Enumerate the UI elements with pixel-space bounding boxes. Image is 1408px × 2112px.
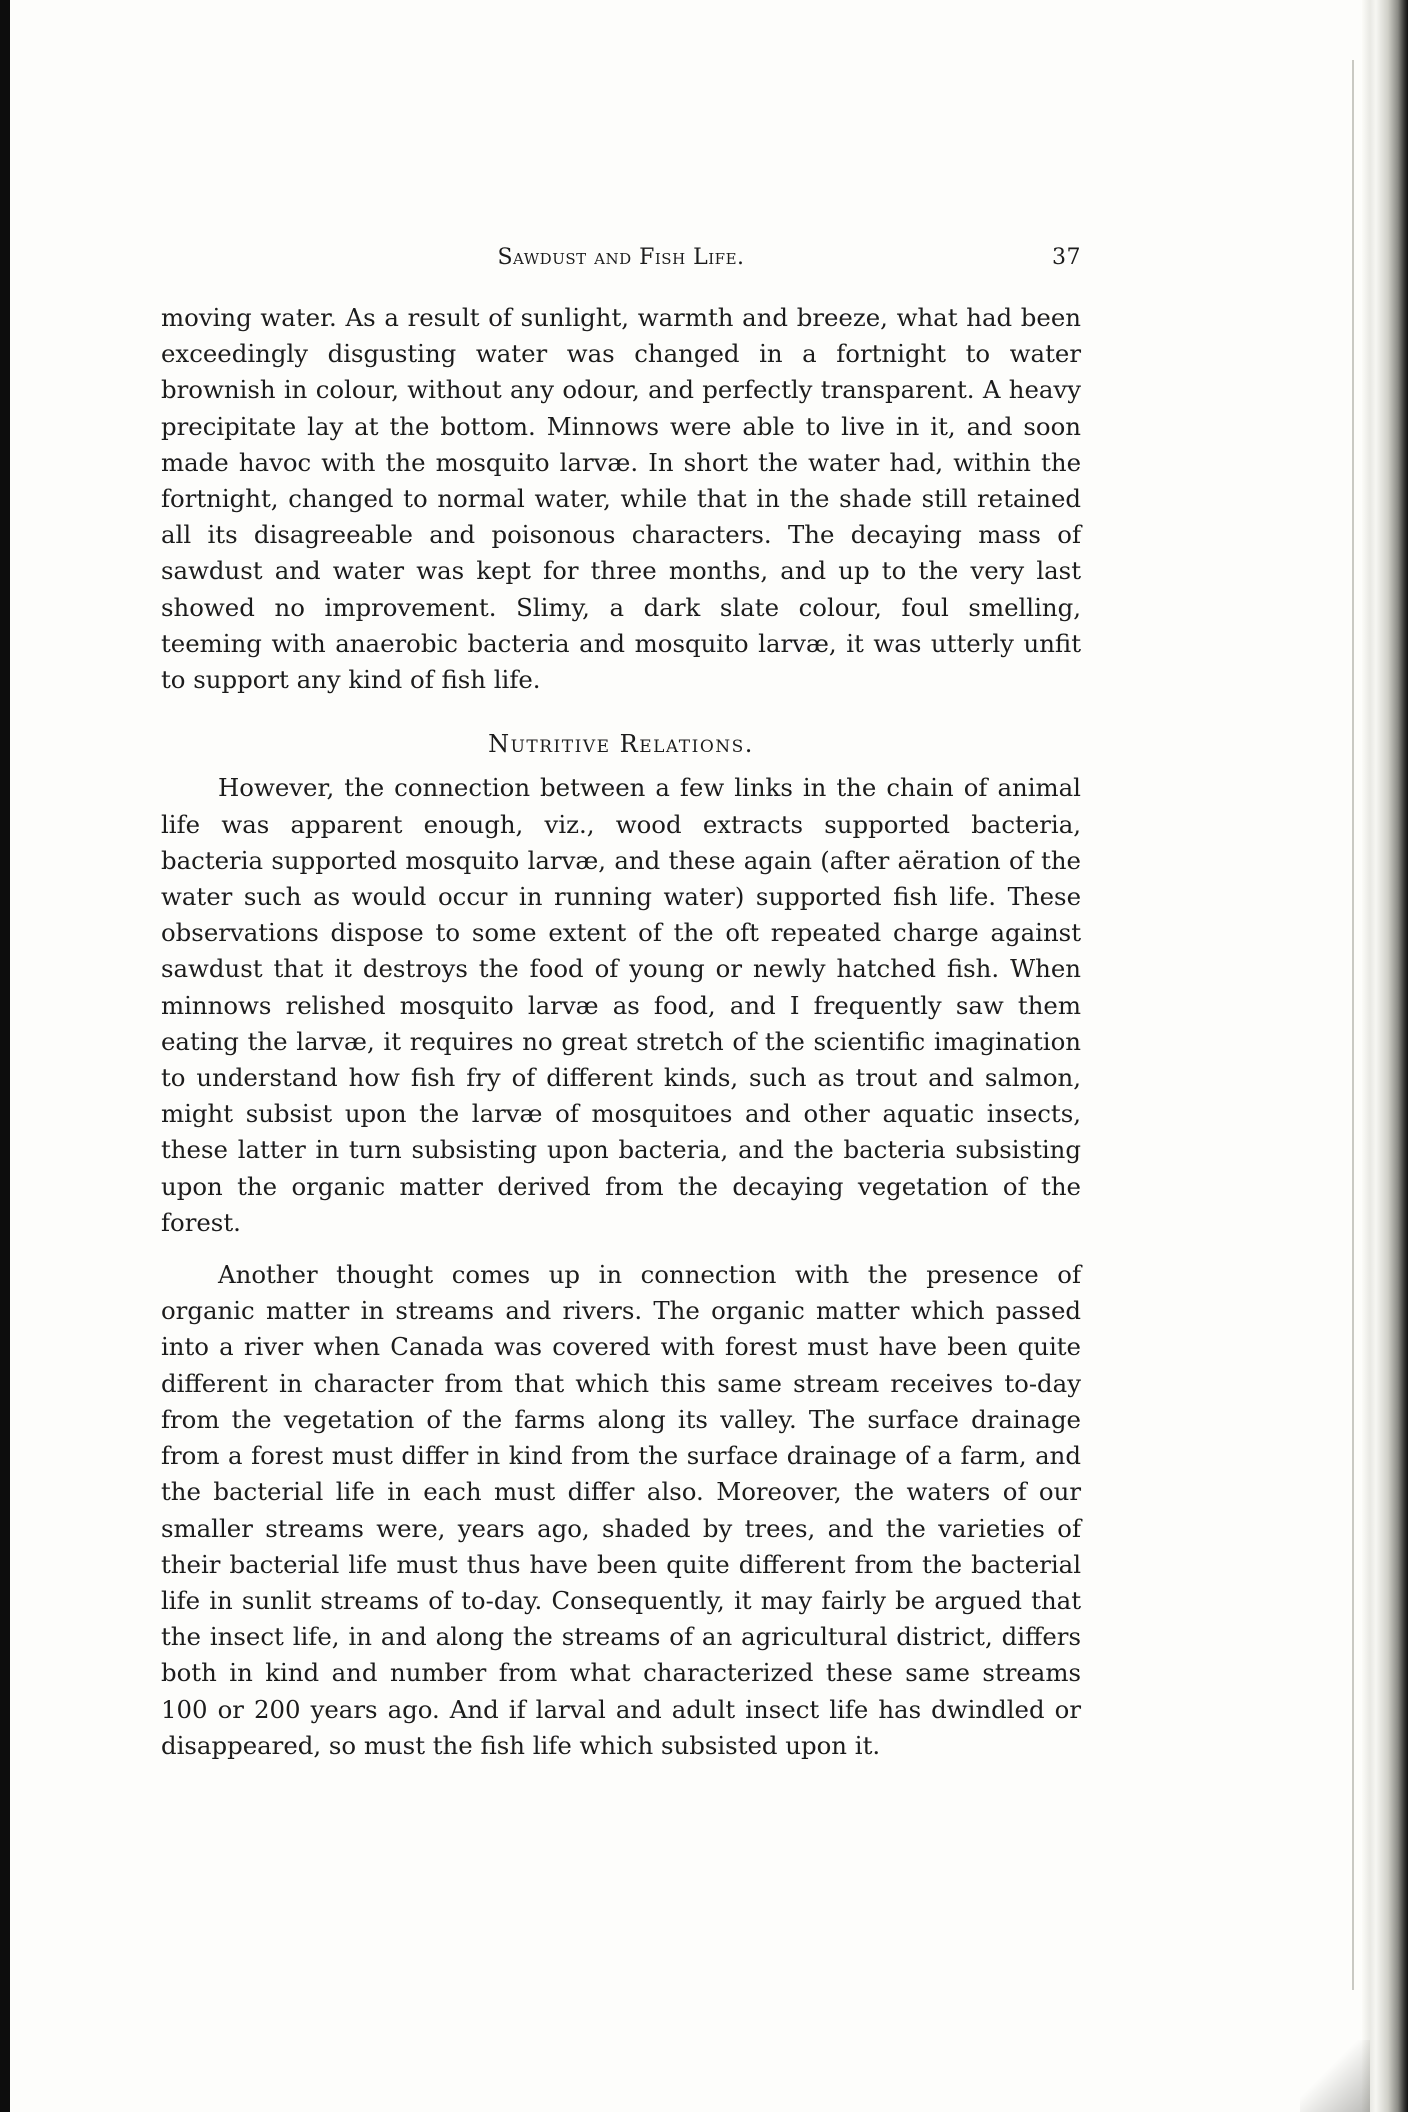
- page-curl-shadow: [1300, 2040, 1370, 2112]
- running-head: [161, 240, 1081, 276]
- section-heading: Nutritive Relations.: [488, 730, 754, 759]
- paragraph-organic-matter: Another thought comes up in connection with the presence of organic matter in streams and rivers. The organic matter which passed into a river when Canada was covered with forest must have been quite different in character from that which this same stream receives to-day from the vegetation of the farms along its valley. The surface drainage from a forest must differ in kind from the surface drainage of a farm, and the bacterial life in each must differ also. Moreover, the waters of our smaller streams were, years ago, shaded by trees, and the varieties of their bacterial life must thus have been quite different from the bacterial life in sunlit streams of to-day. Consequently, it may fairly be argued that the insect life, in and along the streams of an agricultural district, differs both in kind and number from what characterized these same streams 100 or 200 years ago. And if larval and adult insect life has dwindled or disappeared, so must the fish life which subsisted upon it.: [161, 1260, 1081, 1760]
- right-scan-border: [1362, 0, 1408, 2112]
- paragraph-nutritive: However, the connection between a few links in the chain of animal life was apparent enough, viz., wood extracts supported bacteria, bacteria supported mosquito larvæ, and these again (after aëration of the water such as would occur in running water) supported fish life. These observations dispose to some extent of the oft repeated charge against sawdust that it destroys the food of young or newly hatched fish. When minnows relished mosquito larvæ as food, and I frequently saw them eating the larvæ, it requires no great stretch of the scientific imagination to understand how fish fry of different kinds, such as trout and salmon, might subsist upon the larvæ of mosquitoes and other aquatic insects, these latter in turn subsisting upon bacteria, and the bacteria subsisting upon the organic matter derived from the decaying vegetation of the forest.: [161, 773, 1081, 1237]
- running-head-title: Sawdust and Fish Life.: [497, 245, 745, 270]
- page-body: [161, 240, 1081, 1764]
- page-number: 37: [1052, 245, 1081, 270]
- left-scan-border: [0, 0, 10, 2112]
- paragraph-continued: moving water. As a result of sunlight, warmth and breeze, what had been exceedingly disgusting water was changed in a fortnight to water brownish in colour, without any odour, and perfectly transparent. A heavy precipitate lay at the bottom. Minnows were able to live in it, and soon made havoc with the mosquito larvæ. In short the water had, within the fortnight, changed to normal water, while that in the shade still retained all its disagreeable and poisonous characters. The decaying mass of sawdust and water was kept for three months, and up to the very last showed no improvement. Slimy, a dark slate colour, foul smelling, teeming with anaerobic bacteria and mosquito larvæ, it was utterly unfit to support any kind of fish life.: [161, 303, 1081, 695]
- page-edge-line: [1352, 60, 1354, 1990]
